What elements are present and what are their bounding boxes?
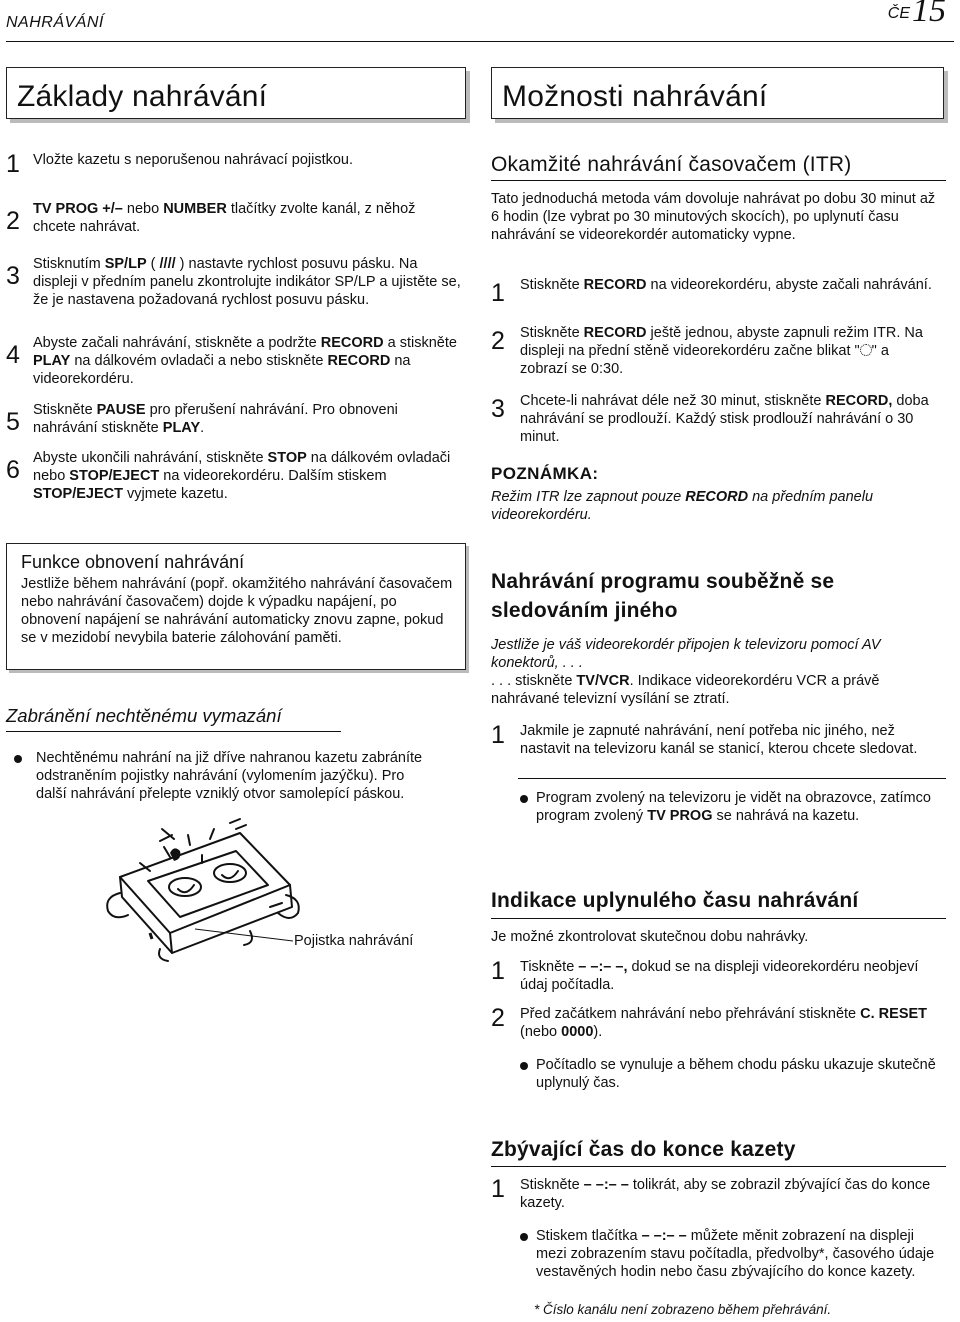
header-divider <box>6 41 954 42</box>
resume-recording-text: Jestliže během nahrávání (popř. okamžitého nahrávání časovačem nebo nahrávání časovačem) dojde k výpadku napájení, po obnovení napájení se nahrávání automaticky znovu zapne, pokud se v mezidobí nevybila baterie zálohování paměti. <box>21 576 453 646</box>
step-number: 1 <box>6 150 20 178</box>
step-number: 5 <box>6 408 20 436</box>
step-number: 1 <box>491 1175 505 1203</box>
tab-label: Pojistka nahrávání <box>294 933 414 949</box>
bullet-dot <box>520 1062 528 1070</box>
step-number: 2 <box>491 1004 505 1032</box>
erase-protection-rule <box>6 731 341 732</box>
step-text: Chcete-li nahrávat déle než 30 minut, stiskněte RECORD, doba nahrávání se prodlouží. Každý stisk prodlouží nahrávání o 30 minut. <box>520 393 929 445</box>
itr-intro: Tato jednoduchá metoda vám dovoluje nahrávat po dobu 30 minut až 6 hodin (lze vybrat po 30 minutových skocích), po uplynutí času nahrávání se videorekordér automaticky vypne. <box>491 191 936 243</box>
step-number: 1 <box>491 279 505 307</box>
footnote: * Číslo kanálu není zobrazeno během přehrávání. <box>534 1302 832 1317</box>
itr-title: Okamžité nahrávání časovačem (ITR) <box>491 153 852 176</box>
language-code: ČE <box>887 5 910 22</box>
elapsed-bullet <box>520 1056 940 1092</box>
step-text: TV PROG +/– nebo NUMBER tlačítky zvolte kanál, z něhož chcete nahrávat. <box>33 201 416 235</box>
bullet-dot <box>14 755 22 763</box>
left-title-box <box>6 67 466 119</box>
step-number: 1 <box>491 721 505 749</box>
simultaneous-bullet <box>520 789 940 825</box>
step-number: 3 <box>491 395 505 423</box>
simultaneous-intro-italic: Jestliže je váš videorekordér připojen k televizoru pomocí AV konektorů, . . . <box>491 637 881 671</box>
itr-rule <box>491 180 946 181</box>
step-text: Abyste začali nahrávání, stiskněte a podržte RECORD a stiskněte PLAY na dálkovém ovladači a nebo stiskněte RECORD na videorekordéru. <box>33 335 457 387</box>
remaining-title: Zbývající čas do konce kazety <box>491 1138 796 1161</box>
page-number: 15 <box>912 0 946 29</box>
right-title-box <box>491 67 944 119</box>
simultaneous-title: Nahrávání programu souběžně se sledováním jiného <box>491 570 835 622</box>
right-title: Možnosti nahrávání <box>502 80 768 113</box>
step-number: 4 <box>6 341 20 369</box>
simultaneous-step-1-text: Jakmile je zapnuté nahrávání, není potřeba nic jiného, než nastavit na televizoru kanál se stanicí, kterou chcete sledovat. <box>520 723 918 757</box>
erase-protection-title: Zabránění nechtěnému vymazání <box>6 705 282 726</box>
remaining-bullet <box>520 1227 940 1281</box>
note-text: Režim ITR lze zapnout pouze RECORD na předním panelu videorekordéru. <box>491 489 874 523</box>
step-number: 2 <box>6 207 20 235</box>
step-number: 2 <box>491 327 505 355</box>
remaining-bullet-text: Stiskem tlačítka – –:– – můžete měnit zobrazení na displeji mezi zobrazením stavu počítadla, předvolby*, časového údaje vestavěných hodin nebo času zbývajícího do konce kazety. <box>536 1228 935 1280</box>
step-text: Stiskněte PAUSE pro přerušení nahrávání. Pro obnoveni nahrávání stiskněte PLAY. <box>33 402 398 436</box>
elapsed-bullet-text: Počítadlo se vynuluje a během chodu pásku ukazuje skutečně uplynulý čas. <box>536 1057 936 1091</box>
left-title: Základy nahrávání <box>17 80 268 113</box>
remaining-step-1-text: Stiskněte – –:– – tolikrát, aby se zobrazil zbývající čas do konce kazety. <box>520 1177 931 1211</box>
resume-recording-title: Funkce obnovení nahrávání <box>21 552 245 572</box>
step-text: Stiskněte RECORD ještě jednou, abyste zapnuli režim ITR. Na displeji na přední stěně videorekordéru začne blikat " " a zobrazí se 0:30. <box>520 325 923 377</box>
resume-recording-box <box>6 543 466 670</box>
elapsed-step-2-text: Před začátkem nahrávání nebo přehrávání stiskněte C. RESET (nebo 0000). <box>520 1006 928 1040</box>
simultaneous-intro: . . . stiskněte TV/VCR. Indikace videorekordéru VCR a právě nahrávané televizní vysílání se ztratí. <box>491 673 880 707</box>
bullet-dot <box>520 1233 528 1241</box>
erase-protection-bullet <box>14 749 434 803</box>
elapsed-intro: Je možné zkontrolovat skutečnou dobu nahrávky. <box>491 929 809 945</box>
step-number: 3 <box>6 262 20 290</box>
step-text: Stiskněte RECORD na videorekordéru, abyste začali nahrávání. <box>520 277 932 293</box>
itr-indicator-icon <box>860 344 872 356</box>
simultaneous-bullet-text: Program zvolený na televizoru je vidět na obrazovce, zatímco program zvolený TV PROG se nahrává na kazetu. <box>536 790 931 824</box>
elapsed-rule <box>491 918 946 919</box>
elapsed-step-1-text: Tiskněte – –:– –, dokud se na displeji videorekordéru neobjeví údaj počítadla. <box>520 959 919 993</box>
elapsed-title: Indikace uplynulého času nahrávání <box>491 889 859 912</box>
erase-protection-text: Nechtěnému nahrání na již dříve nahranou kazetu zabráníte odstraněním pojistky nahrávání (vylomením jazýčku). Pro další nahrávání přelepte vzniklý otvor samolepící páskou. <box>36 750 423 802</box>
simultaneous-rule <box>518 778 946 779</box>
note-title: POZNÁMKA: <box>491 464 599 483</box>
step-number: 1 <box>491 957 505 985</box>
bullet-dot <box>520 795 528 803</box>
step-number: 6 <box>6 456 20 484</box>
step-text: Vložte kazetu s neporušenou nahrávací pojistkou. <box>33 152 354 168</box>
step-text: Stisknutím SP/LP ( //// ) nastavte rychlost posuvu pásku. Na displeji v předním panelu zkontrolujte indikátor SP/LP a ujistěte se, že je nastavena požadovaná rychlost posuvu pásku. <box>33 256 461 308</box>
header-section-label: NAHRÁVÁNÍ <box>6 14 104 31</box>
step-text: Abyste ukončili nahrávání, stiskněte STOP na dálkovém ovladači nebo STOP/EJECT na videorekordéru. Dalším stiskem STOP/EJECT vyjmete kazetu. <box>33 450 451 502</box>
header-page-number <box>887 0 946 29</box>
remaining-rule <box>491 1166 946 1167</box>
label-leader-line <box>195 925 295 945</box>
